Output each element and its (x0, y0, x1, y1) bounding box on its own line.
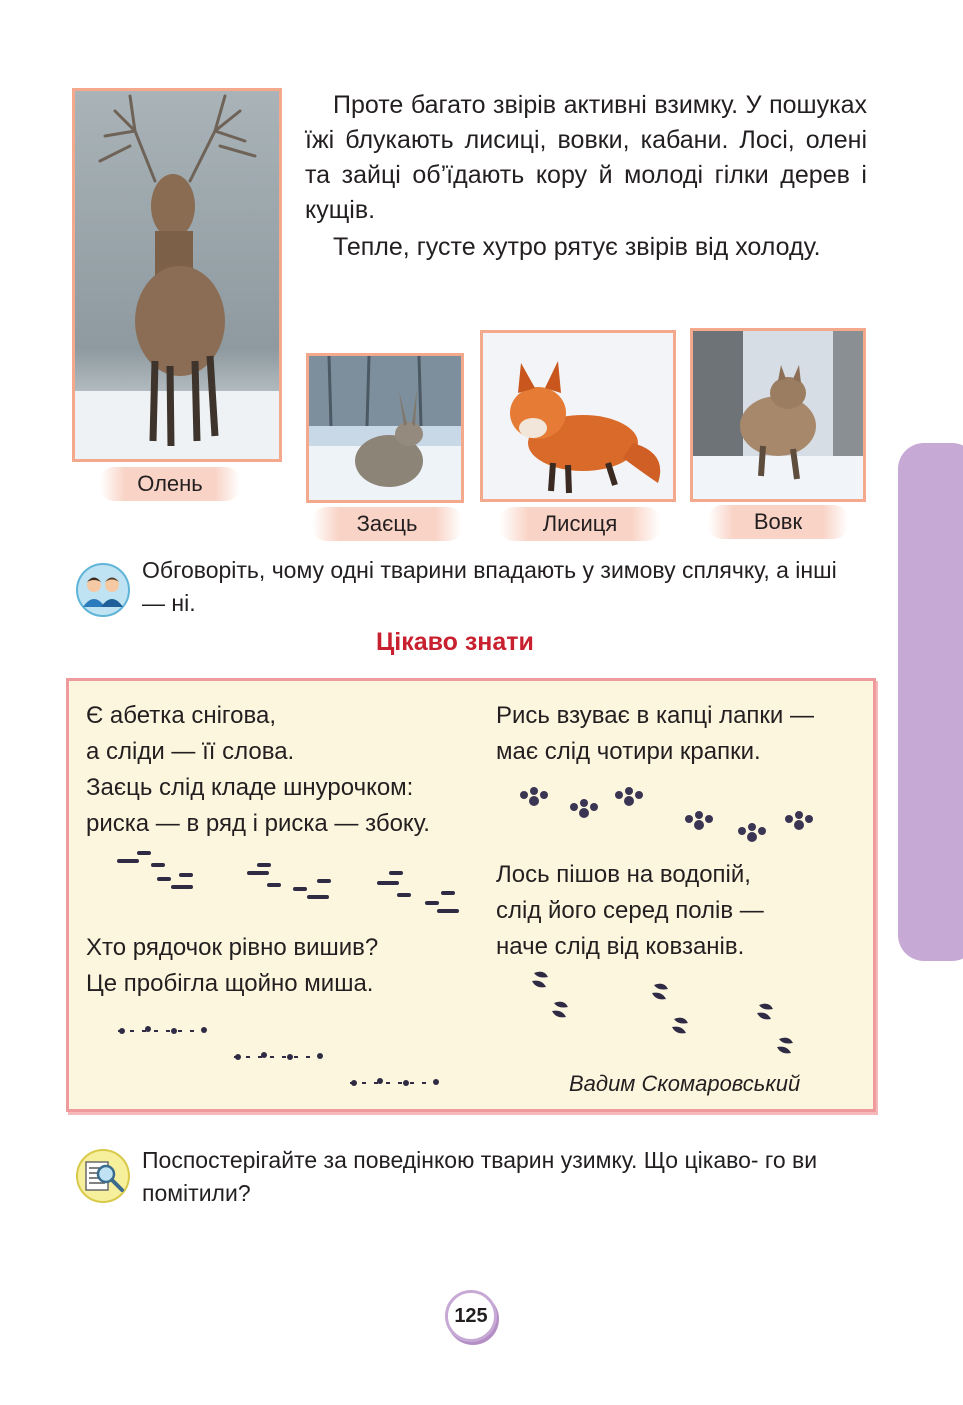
discuss-task-text: Обговоріть, чому одні тварини впадають у зимову сплячку, а інші — ні. (142, 557, 837, 616)
students-icon (74, 563, 132, 617)
hare-caption: Заєць (312, 507, 462, 541)
hare-tracks-illustration (107, 849, 467, 919)
hare-photo (306, 353, 464, 503)
mouse-tracks-illustration (114, 1021, 454, 1093)
poem-left-2: Хто рядочок рівно вишив? Це пробігла щойно миша. (86, 934, 379, 997)
magnifier-icon (74, 1148, 132, 1204)
deer-photo (72, 88, 282, 462)
intro-paragraph-1: Проте багато звірів активні взимку. У пошуках їжі блукають лисиці, вовки, кабани. Лосі, олені та зайці об’їдають кору й молоді гілки дерев і кущів. (305, 91, 867, 224)
wolf-caption: Вовк (708, 505, 848, 539)
fox-photo (480, 330, 676, 502)
side-tab (898, 443, 963, 961)
interesting-box (66, 678, 876, 1112)
moose-tracks-illustration (524, 963, 814, 1063)
intro-text (305, 88, 867, 265)
observe-task-text: Поспостерігайте за поведінкою тварин узимку. Що цікаво- го ви помітили? (142, 1147, 818, 1206)
interesting-title: Цікаво знати (376, 628, 534, 656)
page-number: 125 (445, 1290, 497, 1342)
poem-right-1: Рись взуває в капці лапки — має слід чотири крапки. (496, 702, 814, 765)
fox-caption: Лисиця (500, 507, 660, 541)
deer-caption: Олень (100, 467, 240, 501)
poem-right-2: Лось пішов на водопій, слід його серед полів — наче слід від ковзанів. (496, 861, 764, 960)
lynx-tracks-illustration (514, 781, 834, 851)
wolf-photo (690, 328, 866, 502)
poem-author: Вадим Скомаровський (569, 1071, 801, 1096)
intro-paragraph-2: Тепле, густе хутро рятує звірів від холоду. (333, 233, 821, 261)
poem-left-1: Є абетка снігова, а сліди — її слова. Заєць слід кладе шнурочком: риска — в ряд і риска — збоку. (86, 702, 430, 837)
